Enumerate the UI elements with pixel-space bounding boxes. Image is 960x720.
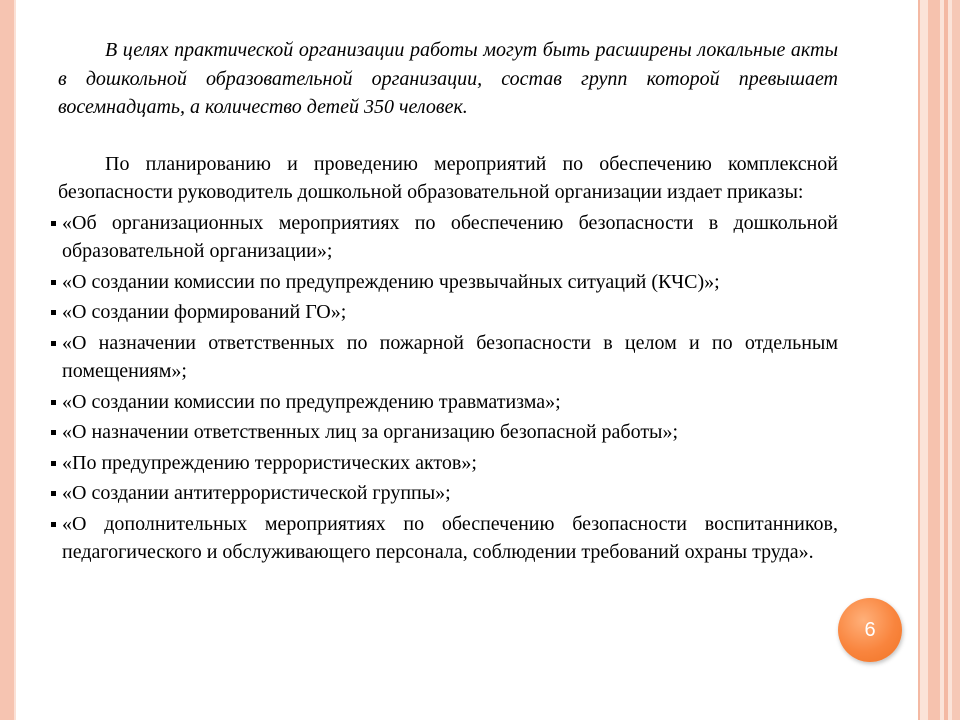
- intro-paragraph: В целях практической организации работы могут быть расширены локальные акты в дошкольной образовательной организации, состав групп которой превышает восемнадцать, а количество детей 350 человек.: [58, 39, 838, 118]
- stripe: [918, 0, 920, 720]
- lead-paragraph: По планированию и проведению мероприятий по обеспечению комплексной безопасности руководитель дошкольной образовательной организации издает приказы:: [58, 152, 838, 203]
- list-item: «О создании формирований ГО»;: [58, 298, 838, 327]
- right-border-stripes: [918, 0, 960, 720]
- orders-list: [58, 209, 838, 567]
- stripe: [952, 0, 960, 720]
- list-item: «О назначении ответственных лиц за организацию безопасной работы»;: [58, 418, 838, 447]
- list-item: «О назначении ответственных по пожарной безопасности в целом и по отдельным помещениям»;: [58, 329, 838, 386]
- stripe: [944, 0, 948, 720]
- list-item: «О дополнительных мероприятиях по обеспечению безопасности воспитанников, педагогического и обслуживающего персонала, соблюдении требований охраны труда».: [58, 510, 838, 567]
- stripe: [928, 0, 940, 720]
- slide-content: [58, 36, 838, 567]
- list-item: «О создании антитеррористической группы»;: [58, 479, 838, 508]
- list-item: «По предупреждению террористических актов»;: [58, 449, 838, 478]
- left-border-stripe: [0, 0, 14, 720]
- paragraph-gap: [58, 122, 838, 150]
- list-item: «Об организационных мероприятиях по обеспечению безопасности в дошкольной образовательной организации»;: [58, 209, 838, 266]
- list-item: «О создании комиссии по предупреждению чрезвычайных ситуаций (КЧС)»;: [58, 268, 838, 297]
- list-item: «О создании комиссии по предупреждению травматизма»;: [58, 388, 838, 417]
- page-number-badge: 6: [838, 598, 902, 662]
